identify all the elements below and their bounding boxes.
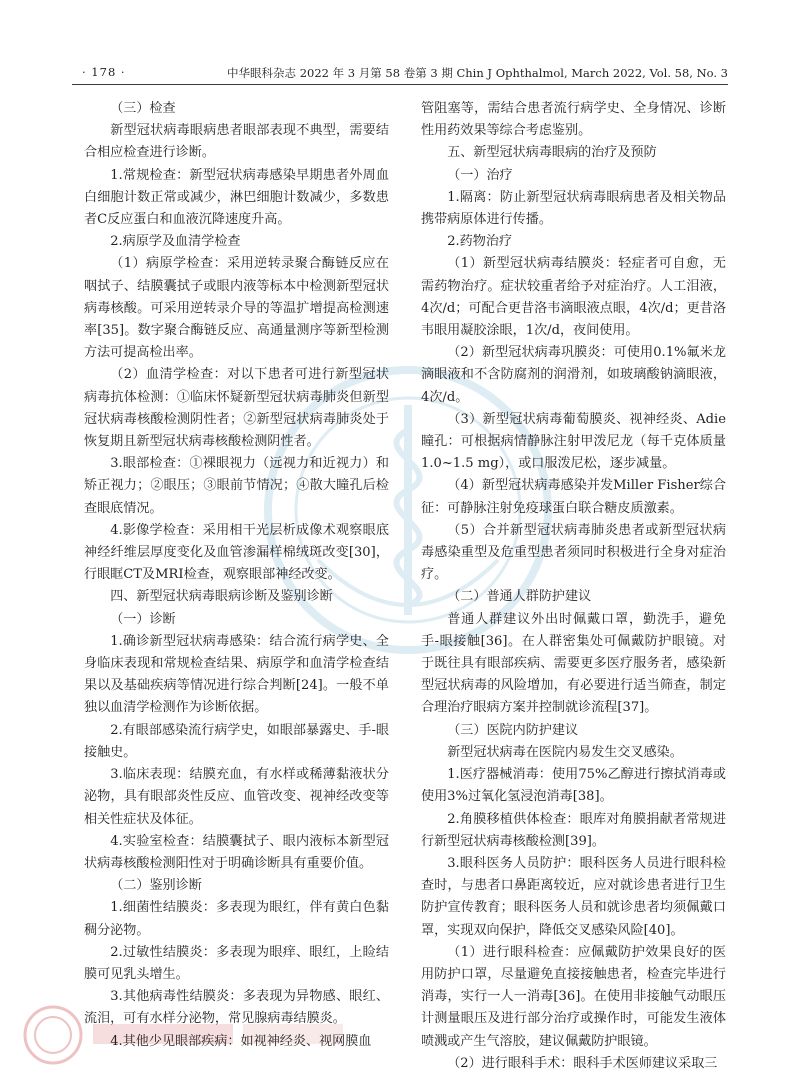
paragraph: 管阻塞等，需结合患者流行病学史、全身情况、诊断性用药效果等综合考虑鉴别。 [421,101,726,139]
section-heading: （二）鉴别诊断 [110,878,202,894]
paragraph: 3.眼部检查：①裸眼视力（远视力和近视力）和矫正视力；②眼压；③眼前节情况；④散大瞳孔后检查眼底情况。 [84,456,389,516]
paragraph: （1）新型冠状病毒结膜炎：轻症者可自愈，无需药物治疗。症状较重者给予对症治疗。人工泪液，4次/d；可配合更昔洛韦滴眼液点眼，4次/d；更昔洛韦眼用凝胶涂眼，1次/d，夜间使用。 [421,256,726,339]
paragraph: 1.常规检查：新型冠状病毒感染早期患者外周血白细胞计数正常或减少，淋巴细胞计数减少，多数患者C反应蛋白和血液沉降速度升高。 [84,167,389,228]
paragraph: 4.其他少见眼部疾病：如视神经炎、视网膜血 [110,1033,372,1049]
paragraph: 新型冠状病毒在医院内易发生交叉感染。 [447,744,683,760]
paragraph: 3.临床表现：结膜充血，有水样或稀薄黏液状分泌物，具有眼部炎性反应、血管改变、视神经改变等相关性症状及体征。 [84,767,389,827]
paragraph: （3）新型冠状病毒葡萄膜炎、视神经炎、Adie瞳孔：可根据病情静脉注射甲泼尼龙（每千克体质量1.0~1.5 mg），或口服泼尼松，逐步减量。 [421,411,726,472]
paragraph: 新型冠状病毒眼病患者眼部表现不典型，需要结合相应检查进行诊断。 [84,123,389,161]
paragraph: 2.过敏性结膜炎：多表现为眼痒、眼红，上睑结膜可见乳头增生。 [84,944,389,982]
paragraph: 1.隔离：防止新型冠状病毒眼病患者及相关物品携带病原体进行传播。 [421,189,726,228]
section-heading: （三）检查 [110,101,176,116]
right-column [421,98,726,1075]
paragraph: 1.医疗器械消毒：使用75%乙醇进行擦拭消毒或使用3%过氧化氢浸泡消毒[38]。 [421,767,726,805]
section-heading: 五、新型冠状病毒眼病的治疗及预防 [447,145,657,161]
subsection-heading: 2.病原学及血清学检查 [110,234,241,250]
paragraph: （1）进行眼科检查：应佩戴防护效果良好的医用防护口罩，尽量避免直接接触患者，检查完毕进行消毒，实行一人一消毒[36]。在使用非接触气动眼压计测量眼压及进行部分治疗或操作时，可能发生液体喷溅或产生气溶胶，建议佩戴防护眼镜。 [421,944,726,1049]
paragraph: （2）血清学检查：对以下患者可进行新型冠状病毒抗体检测：①临床怀疑新型冠状病毒肺炎但新型冠状病毒核酸检测阴性者；②新型冠状病毒肺炎处于恢复期且新型冠状病毒核酸检测阴性者。 [84,367,389,450]
journal-citation: 中华眼科杂志 2022 年 3 月第 58 卷第 3 期 Chin J Ophthalmol, March 2022, Vol. 58, No. 3 [227,66,728,80]
section-heading: 四、新型冠状病毒眼病诊断及鉴别诊断 [110,589,333,605]
paragraph: 1.细菌性结膜炎：多表现为眼红，伴有黄白色黏稠分泌物。 [84,900,389,938]
paragraph: 2.有眼部感染流行病学史，如眼部暴露史、手-眼接触史。 [84,722,389,760]
paragraph: （5）合并新型冠状病毒肺炎患者或新型冠状病毒感染重型及危重型患者须同时积极进行全身对症治疗。 [421,522,726,583]
running-header [72,60,728,85]
paragraph: 4.实验室检查：结膜囊拭子、眼内液标本新型冠状病毒核酸检测阳性对于明确诊断具有重要价值。 [84,833,389,871]
paragraph: 普通人群建议外出时佩戴口罩，勤洗手，避免手-眼接触[36]。在人群密集处可佩戴防护眼镜。对于既往具有眼部疾病、需要更多医疗服务者，感染新型冠状病毒的风险增加，有必要进行适当筛查，制定合理治疗眼病方案并控制就诊流程[37]。 [421,611,726,716]
paragraph: （2）进行眼科手术：眼科手术医师建议采取三 [447,1055,718,1071]
subsection-heading: 2.药物治疗 [447,234,513,250]
section-heading: （一）治疗 [447,167,513,183]
paragraph: 2.角膜移植供体检查：眼库对角膜捐献者常规进行新型冠状病毒核酸检测[39]。 [421,811,726,849]
paragraph: （2）新型冠状病毒巩膜炎：可使用0.1%氟米龙滴眼液和不含防腐剂的润滑剂，如玻璃酸钠滴眼液，4次/d。 [421,345,726,405]
paragraph: 3.眼科医务人员防护：眼科医务人员进行眼科检查时，与患者口鼻距离较近，应对就诊患者进行卫生防护宣传教育；眼科医务人员和就诊患者均须佩戴口罩，实现双向保护，降低交叉感染风险[40]。 [421,855,726,938]
section-heading: （一）诊断 [110,611,176,627]
section-heading: （二）普通人群防护建议 [447,589,592,605]
paragraph: 4.影像学检查：采用相干光层析成像术观察眼底神经纤维层厚度变化及血管渗漏样棉绒斑改变[30]，行眼眶CT及MRI检查，观察眼部神经改变。 [84,522,389,583]
paragraph: （4）新型冠状病毒感染并发Miller Fisher综合征：可静脉注射免疫球蛋白联合糖皮质激素。 [421,478,726,516]
left-column [84,98,389,1053]
section-heading: （三）医院内防护建议 [447,722,579,738]
paragraph: （1）病原学检查：采用逆转录聚合酶链反应在咽拭子、结膜囊拭子或眼内液等标本中检测新型冠状病毒核酸。可采用逆转录介导的等温扩增提高检测速率[35]。数字聚合酶链反应、高通量测序等新型检测方法可提高检出率。 [84,256,389,361]
paragraph: 3.其他病毒性结膜炎：多表现为异物感、眼红、流泪，可有水样分泌物，常见腺病毒结膜炎。 [84,989,389,1027]
page-number: · 178 · [82,65,126,79]
paragraph: 1.确诊新型冠状病毒感染：结合流行病学史、全身临床表现和常规检查结果、病原学和血清学检查结果以及基础疾病等情况进行综合判断[24]。一般不单独以血清学检测作为诊断依据。 [84,633,389,716]
